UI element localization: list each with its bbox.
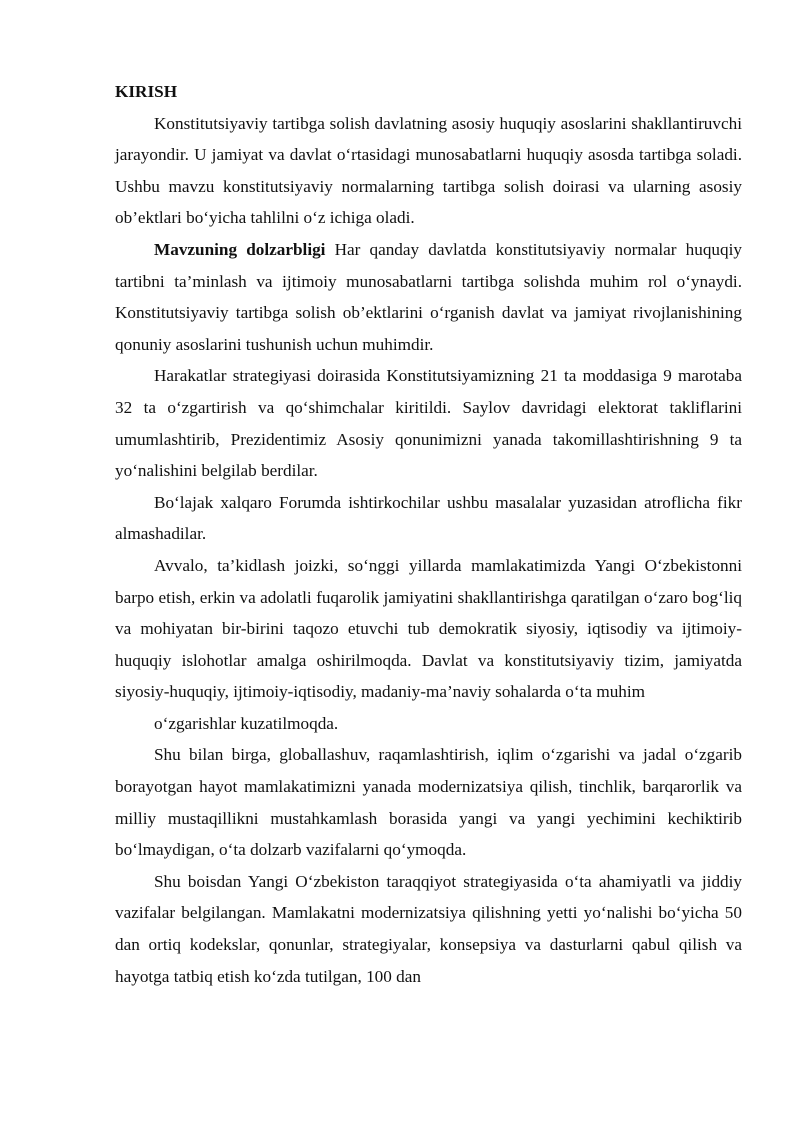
paragraph-lead: Mavzuning dolzarbligi bbox=[154, 239, 326, 259]
paragraph-development-strategy bbox=[115, 866, 742, 992]
paragraph-text: Shu bilan birga, globallashuv, raqamlashtirish, iqlim o‘zgarishi va jadal o‘zgarib borayotgan hayot mamlakatimizni yanada modernizatsiya qilish, tinchlik, barqarorlik va milliy mustaqillikni mustahkamlash borasida yangi va yangi yechimini kechiktirib bo‘lmaydigan, o‘ta dolzarb vazifalarni qo‘ymoqda. bbox=[115, 745, 742, 860]
paragraph-text: Bo‘lajak xalqaro Forumda ishtirkochilar ushbu masalalar yuzasidan atroflicha fikr almashadilar. bbox=[115, 492, 742, 544]
paragraph-text: Shu boisdan Yangi O‘zbekiston taraqqiyot strategiyasida o‘ta ahamiyatli va jiddiy vazifalar belgilangan. Mamlakatni modernizatsiya qilishning yetti yo‘nalishi bo‘yicha 50 dan ortiq kodekslar, qonunlar, strategiyalar, konsepsiya va dasturlarni qabul qilish va hayotga tatbiq etish ko‘zda tutilgan, 100 dan bbox=[115, 871, 742, 986]
paragraph-text: Avvalo, ta’kidlash joizki, so‘nggi yillarda mamlakatimizda Yangi O‘zbekistonni barpo etish, erkin va adolatli fuqarolik jamiyatini shakllantirishga qaratilgan o‘zaro bog‘liq va mohiyatan bir-birini taqozo etuvchi tub demokratik siyosiy, iqtisodiy va ijtimoiy-huquqiy islohotlar amalga oshirilmoqda. Davlat va konstitutsiyaviy tizim, jamiyatda siyosiy-huquqiy, ijtimoiy-iqtisodiy, madaniy-ma’naviy sohalarda o‘ta muhim bbox=[115, 555, 742, 702]
section-heading: KIRISH bbox=[115, 82, 178, 101]
paragraph-relevance bbox=[115, 234, 742, 360]
paragraph-intro bbox=[115, 108, 742, 234]
document-page bbox=[115, 76, 742, 992]
paragraph-globalization bbox=[115, 739, 742, 865]
paragraph-text: Konstitutsiyaviy tartibga solish davlatning asosiy huquqiy asoslarini shakllantiruvchi jarayondir. U jamiyat va davlat o‘rtasidagi munosabatlarni huquqiy asosda tartibga soladi. Ushbu mavzu konstitutsiyaviy normalarning tartibga solish doirasi va ularning asosiy ob’ektlari bo‘yicha tahlilni o‘z ichiga oladi. bbox=[115, 113, 742, 228]
paragraph-reforms bbox=[115, 550, 742, 708]
paragraph-changes bbox=[115, 708, 742, 740]
paragraph-strategy bbox=[115, 360, 742, 486]
paragraph-text: o‘zgarishlar kuzatilmoqda. bbox=[154, 713, 339, 733]
paragraph-text: Har qanday davlatda konstitutsiyaviy normalar huquqiy tartibni ta’minlash va ijtimoiy munosabatlarni tartibga solishda muhim rol o‘ynaydi. Konstitutsiyaviy tartibga solish ob’ektlarini o‘rganish davlat va jamiyat rivojlanishining qonuniy asoslarini tushunish uchun muhimdir. bbox=[115, 239, 742, 354]
paragraph-forum bbox=[115, 487, 742, 550]
paragraph-text: Harakatlar strategiyasi doirasida Konstitutsiyamizning 21 ta moddasiga 9 marotaba 32 ta o‘zgartirish va qo‘shimchalar kiritildi. Saylov davridagi elektorat takliflarini umumlashtirib, Prezidentimiz Asosiy qonunimizni yanada takomillashtirishning 9 ta yo‘nalishini belgilab berdilar. bbox=[115, 366, 742, 481]
